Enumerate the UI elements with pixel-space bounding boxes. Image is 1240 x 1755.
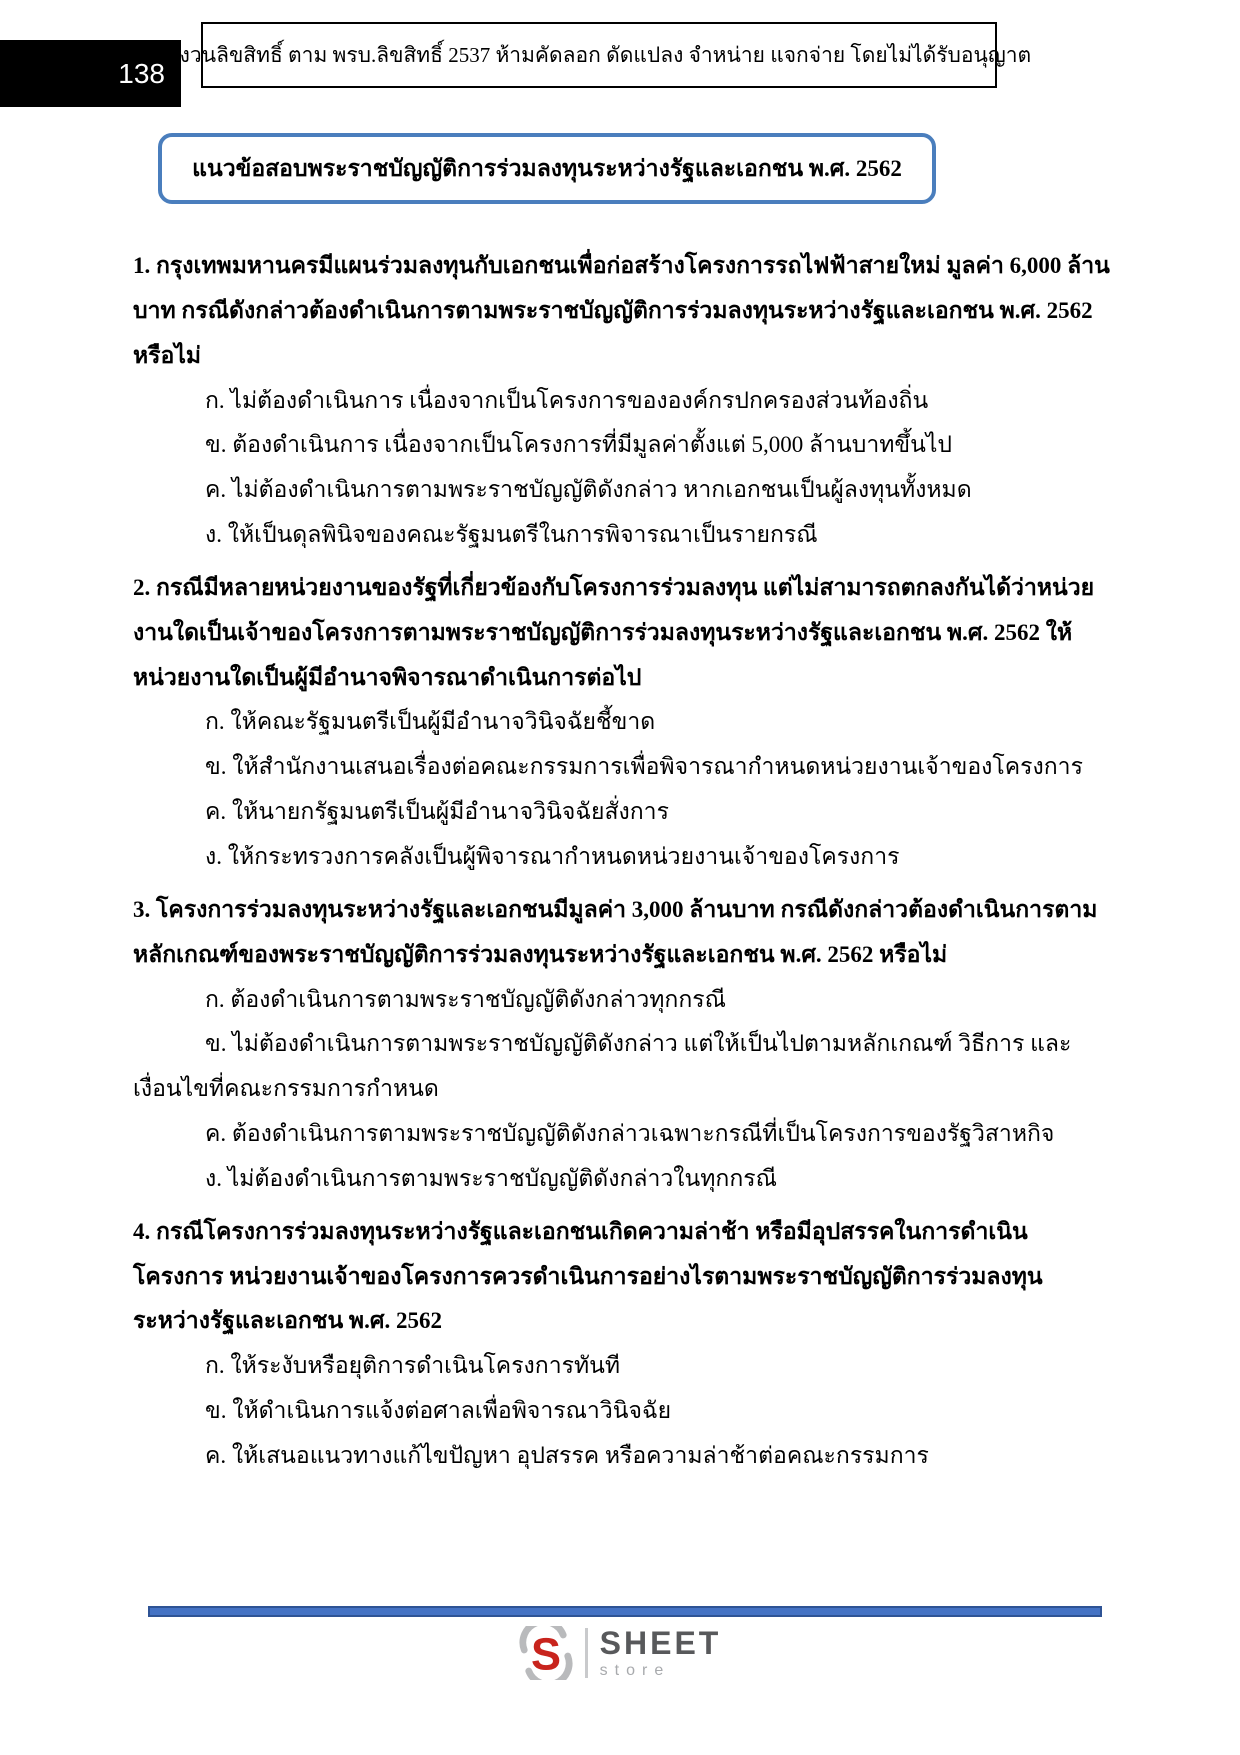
page-number: 138 <box>118 57 165 89</box>
question-text: 1. กรุงเทพมหานครมีแผนร่วมลงทุนกับเอกชนเพื่อก่อสร้างโครงการรถไฟฟ้าสายใหม่ มูลค่า 6,000 ล้านบาท กรณีดังกล่าวต้องดำเนินการตามพระราชบัญญัติการร่วมลงทุนระหว่างรัฐและเอกชน พ.ศ. 2562 หรือไม่ <box>133 253 1110 368</box>
choice-option: ค. ให้เสนอแนวทางแก้ไขปัญหา อุปสรรค หรือความล่าช้าต่อคณะกรรมการ <box>205 1442 929 1468</box>
question-block <box>133 244 1113 558</box>
choice-option: ค. ไม่ต้องดำเนินการตามพระราชบัญญัติดังกล่าว หากเอกชนเป็นผู้ลงทุนทั้งหมด <box>205 477 972 503</box>
choice-option: ง. ให้เป็นดุลพินิจของคณะรัฐมนตรีในการพิจารณาเป็นรายกรณี <box>205 522 818 548</box>
choice-option: ก. ให้ระงับหรือยุติการดำเนินโครงการทันที <box>205 1353 621 1379</box>
question-block <box>133 1210 1113 1479</box>
choice-option: ก. ต้องดำเนินการตามพระราชบัญญัติดังกล่าวทุกกรณี <box>205 986 726 1012</box>
choice-option: ง. ไม่ต้องดำเนินการตามพระราชบัญญัติดังกล่าวในทุกกรณี <box>205 1165 777 1191</box>
exam-title-box <box>158 133 936 204</box>
choice-option: ก. ให้คณะรัฐมนตรีเป็นผู้มีอำนาจวินิจฉัยชี้ขาด <box>205 709 656 735</box>
sheet-store-s-icon <box>519 1626 573 1680</box>
footer-divider-line <box>148 1606 1102 1617</box>
question-block <box>133 566 1113 880</box>
logo-text <box>600 1627 722 1679</box>
questions-section <box>133 236 1113 1479</box>
question-text: 3. โครงการร่วมลงทุนระหว่างรัฐและเอกชนมีมูลค่า 3,000 ล้านบาท กรณีดังกล่าวต้องดำเนินการตามหลักเกณฑ์ของพระราชบัญญัติการร่วมลงทุนระหว่างรัฐและเอกชน พ.ศ. 2562 หรือไม่ <box>133 896 1098 967</box>
question-text: 4. กรณีโครงการร่วมลงทุนระหว่างรัฐและเอกชนเกิดความล่าช้า หรือมีอุปสรรคในการดำเนินโครงการ หน่วยงานเจ้าของโครงการควรดำเนินการอย่างไรตามพระราชบัญญัติการร่วมลงทุนระหว่างรัฐและเอกชน พ.ศ. 2562 <box>133 1218 1043 1334</box>
choice-option: ข. ต้องดำเนินการ เนื่องจากเป็นโครงการที่มีมูลค่าตั้งแต่ 5,000 ล้านบาทขึ้นไป <box>205 432 953 458</box>
choice-option: ข. ให้ดำเนินการแจ้งต่อศาลเพื่อพิจารณาวินิจฉัย <box>205 1398 672 1424</box>
logo-divider <box>585 1628 588 1678</box>
logo-title: SHEET <box>599 1625 722 1661</box>
logo-subtitle: store <box>599 1662 671 1679</box>
copyright-text: สงวนลิขสิทธิ์ ตาม พรบ.ลิขสิทธิ์ 2537 ห้ามคัดลอก ดัดแปลง จำหน่าย แจกจ่าย โดยไม่ได้รับอนุญาต <box>166 42 1032 67</box>
choice-option: ก. ไม่ต้องดำเนินการ เนื่องจากเป็นโครงการขององค์กรปกครองส่วนท้องถิ่น <box>205 387 929 413</box>
sheet-store-logo <box>0 1626 1240 1680</box>
choice-option: ค. ต้องดำเนินการตามพระราชบัญญัติดังกล่าวเฉพาะกรณีที่เป็นโครงการของรัฐวิสาหกิจ <box>205 1121 1055 1147</box>
exam-title: แนวข้อสอบพระราชบัญญัติการร่วมลงทุนระหว่างรัฐและเอกชน พ.ศ. 2562 <box>192 155 902 181</box>
question-block <box>133 888 1113 1202</box>
page-number-box <box>0 40 181 107</box>
question-text: 2. กรณีมีหลายหน่วยงานของรัฐที่เกี่ยวข้องกับโครงการร่วมลงทุน แต่ไม่สามารถตกลงกันได้ว่าหน่วยงานใดเป็นเจ้าของโครงการตามพระราชบัญญัติการร่วมลงทุนระหว่างรัฐและเอกชน พ.ศ. 2562 ให้หน่วยงานใดเป็นผู้มีอำนาจพิจารณาดำเนินการต่อไป <box>133 574 1095 690</box>
copyright-notice-box <box>166 22 1032 88</box>
choice-option: ข. ให้สำนักงานเสนอเรื่องต่อคณะกรรมการเพื่อพิจารณากำหนดหน่วยงานเจ้าของโครงการ <box>205 754 1083 780</box>
svg-text:S: S <box>530 1628 561 1680</box>
choice-option: ข. ไม่ต้องดำเนินการตามพระราชบัญญัติดังกล่าว แต่ให้เป็นไปตามหลักเกณฑ์ วิธีการ และเงื่อนไขที่คณะกรรมการกำหนด <box>133 1031 1072 1102</box>
choice-option: ค. ให้นายกรัฐมนตรีเป็นผู้มีอำนาจวินิจฉัยสั่งการ <box>205 799 669 825</box>
choice-option: ง. ให้กระทรวงการคลังเป็นผู้พิจารณากำหนดหน่วยงานเจ้าของโครงการ <box>205 843 900 869</box>
